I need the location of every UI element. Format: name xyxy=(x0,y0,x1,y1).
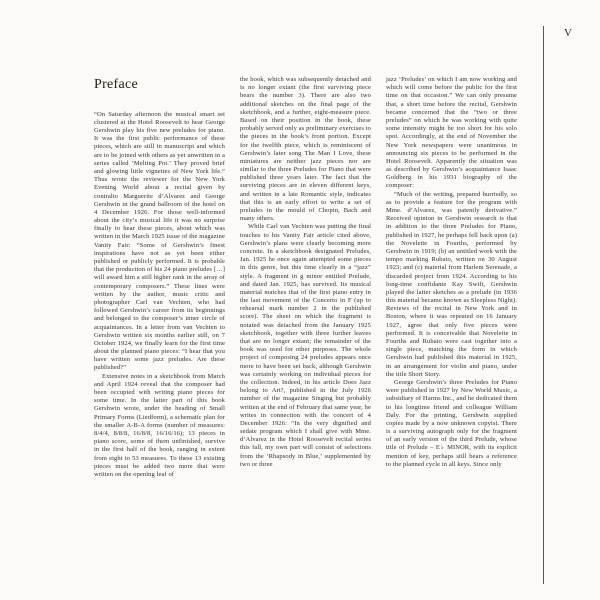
text-column-3 xyxy=(386,76,517,479)
paragraph: While Carl van Vechten was putting the final touches to his Vanity Fair article cited above, Gershwin’s plans were clearly becoming more concrete. In a sketchbook designated Preludes, Jan. 1925 he once again attempted some pieces in this genre, but this time clearly in a “jazz” style. A fragment in g minor entitled Prelude, and dated Jan. 1925, has survived. Its musical material matches that of the first piano entry in the last movement of the Concerto in F (up to rehearsal mark number 2 in the published score). The sheet on which the fragment is notated was detached from the January 1925 sketchbook, together with three further leaves that are no longer extant; the remainder of the book was used for other purposes. The whole project of composing 24 preludes appears once more to have been set back, although Gershwin was certainly working on individual pieces for the collection. Indeed, in his article Does Jazz belong to Art?, published in the July 1926 number of the magazine Singing but probably written at the end of February that same year, he writes in connection with the concert of 4 December 1926: “In the very dignified and sedate program which I shall give with Mme. d’Alvarez in the Hotel Roosevelt recital series this fall, my own part will consist of selections from the ‘Rhapsody in Blue,’ supplemented by two or three xyxy=(240,223,371,468)
preface-heading: Preface xyxy=(94,77,139,92)
paragraph: “Much of the writing, prepared hurriedly, so as to provide a feature for the program with Mme. d’Alvarez, was patently derivative.” Received opinion in Gershwin research is that in addition to the three Preludes for Piano, published in 1927, he perhaps fell back upon (a) the Novelette in Fourths, performed by Gershwin in 1919; (b) an untitled work with the tempo marking Rubato, written on 30 August 1923; and (c) material from Harlem Serenade, a discarded project from 1924. According to his long-time confidante Kay Swift, Gershwin played the latter sketches as a prelude (in 1936 this material became known as Sleepless Night). Reviews of the recital in New York and in Boston, where it was repeated on 16 January 1927, agree that only five pieces were performed. It is conceivable that Novelette in Fourths and Rubato were cast together into a single piece, matching the form in which Gershwin had published this material in 1925, in an arrangement for violin and piano, under the title Short Story. xyxy=(386,190,517,378)
paragraph: “On Saturday afternoon the musical smart set clustered at the Hotel Roosevelt to hear George Gershwin play his five new preludes for piano. It was the first public performance of these pieces, which are still in manuscript and which are to be joined with others as yet unwritten in a series called ‘Melting Pot.’ They proved brief and glowing little vignettes of New York life.” Thus wrote the reviewer for the New York Evening World about a recital given by contralto Marguerite d’Alvarez and George Gershwin in the grand ballroom of the hotel on 4 December 1926. For those well-informed about the city’s musical life it was no surprise finally to hear these pieces, about which was written in the March 1925 issue of the magazine Vanity Fair: “Some of Gershwin’s finest inspirations have not as yet been either published or publicly performed. It is probable that the production of his 24 piano preludes […] will award him a still higher rank in the array of contemporary composers.” These lines were written by the author, music critic and photographer Carl van Vechten, who had followed Gershwin’s career from its beginnings and belonged to the composer’s inner circle of acquaintances. In a letter from van Vechten to Gershwin written six months earlier still, on 7 October 1924, we finally learn for the first time about the planned piano pieces: “I hear that you have written some jazz preludes. Are these published?” xyxy=(94,110,225,372)
page-number: V xyxy=(564,27,572,39)
paragraph: George Gershwin’s three Preludes for Piano were published in 1927 by New World Music, a subsidiary of Harms Inc., and he dedicated them to his longtime friend and colleague William Daly. For the printing, Gershwin supplied copies made by a now unknown copyist. There is a surviving autograph only for the fragment of an early version of the third Prelude, whose title of Prelude – E♭ MINOR, with its explicit mention of key, perhaps still bears a reference to the planned cycle in all keys. Since only xyxy=(386,378,517,468)
preface-content xyxy=(94,76,518,479)
paragraph: Extensive notes in a sketchbook from March and April 1924 reveal that the composer had been occupied with writing piano pieces for some time. In the latter part of this book Gershwin wrote, under the heading of Small Primary Forms (Liedform), a schematic plan for the smaller A-B-A forms (number of measures: 8/4/4, 8/8/8, 16/8/8, 16/16/16); 13 pieces in piano score, some of them unfinished, survive in the first half of the book, ranging in extent from eight to 53 measures. To these 13 existing pieces must be added two more that were written on the opening leaf of xyxy=(94,372,225,478)
text-column-2 xyxy=(240,76,371,479)
paragraph: the book, which was subsequently detached and is no longer extant (the first surviving piece bears the number 3). There are also two additional sketches on the final page of the sketchbook, and a further, eight-measure piece. Based on their position in the book, these probably served only as preliminary exercises to the pieces in the book’s front portion. Except for the twelfth piece, which is reminiscent of Gershwin’s later song The Man I Love, these miniatures are neither jazz pieces nor are similar to the three Preludes for Piano that were published three years later. The fact that the surviving pieces are in eleven different keys, and written in a late Romantic style, indicates that this is an early effort to write a set of preludes in the mould of Chopin, Bach and many others. xyxy=(240,76,371,223)
text-column-1 xyxy=(94,76,225,479)
paragraph: jazz ‘Preludes’ on which I am now working and which will come before the public for the first time on that occasion.” We can only presume that, a short time before the recital, Gershwin became concerned that the “two or three preludes” on which he was working with quite some intensity might be too short for his solo spot. Accordingly, at the end of November the New York newspapers were unanimous in announcing six pieces to be performed in the Hotel Roosevelt. Apparently the situation was as described by Gershwin’s acquaintance Isaac Goldberg in his 1931 biography of the composer: xyxy=(386,76,517,190)
margin-rule xyxy=(543,26,544,584)
